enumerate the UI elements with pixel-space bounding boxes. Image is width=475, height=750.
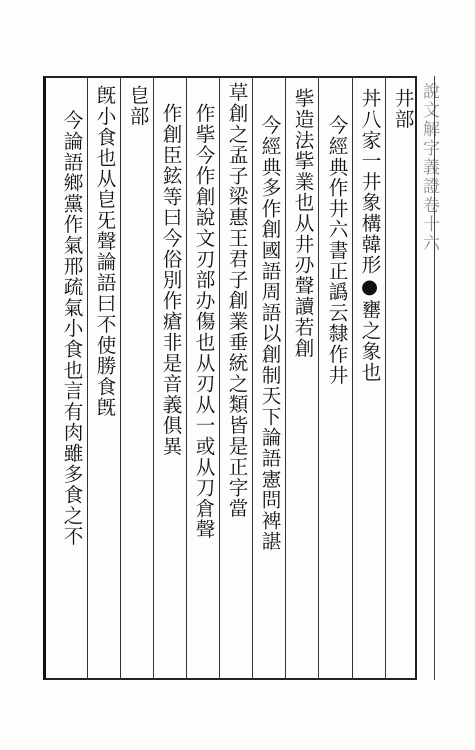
column-rule: [352, 76, 353, 680]
column-rule: [87, 76, 88, 680]
column-rule: [120, 76, 121, 680]
column-rule: [318, 76, 319, 680]
edge-heading: 說文解字義證卷十六: [419, 82, 439, 253]
text-column-2: 今經典作井六書正譌云隸作井: [325, 115, 348, 386]
text-column-4: 今經典多作創國語周語以創制天下論語憲問裨諶: [258, 115, 281, 552]
column-rule: [153, 76, 154, 680]
column-rule: [385, 76, 386, 680]
text-column-10: 今論語鄉黨作氣邢疏氣小食也言有肉雖多食之不: [60, 110, 83, 547]
column-rule: [219, 76, 220, 680]
text-column-6: 作㧘今作創說文刃部办傷也从刃从一或从刀倉聲: [192, 103, 215, 540]
text-column-1: 丼八家一井象構韓形●罋之象也: [358, 88, 381, 383]
text-column-3: 㧘造法㧘業也从井刅聲讀若創: [291, 88, 314, 359]
column-rule: [285, 76, 286, 680]
text-column-9: 旣小食也从皀旡聲論語曰不使勝食旣: [93, 85, 116, 418]
text-column-5: 草創之孟子梁惠王君子創業垂統之類皆是正字當: [225, 82, 248, 519]
column-rule: [186, 76, 187, 680]
column-rule: [252, 76, 253, 680]
text-column-7: 作創臣鉉等曰今俗別作瘡非是音義俱異: [159, 103, 182, 457]
section-heading-ji: 皀部: [126, 85, 149, 127]
section-heading-jing: 井部: [391, 88, 414, 130]
